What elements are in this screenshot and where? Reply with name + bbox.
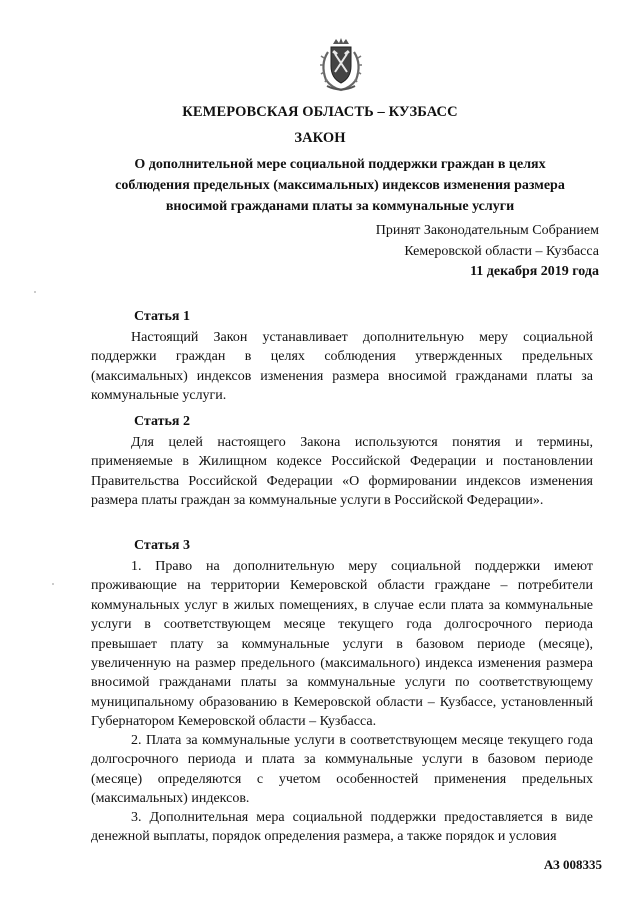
law-label: ЗАКОН <box>294 130 346 146</box>
adoption-line-1: Принят Законодательным Собранием <box>375 223 599 238</box>
article-2-heading: Статья 2 <box>134 414 190 429</box>
article-2-paragraph: Для целей настоящего Закона используются понятия и термины, применяемые в Жилищном кодексе Российской Федерации и постановлении Правительства Российской Федерации «О формировании индексов изменения размера платы граждан за коммунальные услуги в Российской Федерации». <box>91 435 593 509</box>
region-heading: КЕМЕРОВСКАЯ ОБЛАСТЬ – КУЗБАСС <box>182 104 458 120</box>
law-title: О дополнительной мере социальной поддержки граждан в целях соблюдения предельных (максимальных) индексов изменения размера вносимой гражданами платы за коммунальные услуги <box>115 157 565 214</box>
adoption-block <box>376 221 599 283</box>
article-3-paragraph-2: 2. Плата за коммунальные услуги в соответствующем месяце текущего года долгосрочного периода и плата за коммунальные услуги в базовом периоде (месяце) определяются с учетом особенностей применения предельных (максимальных) индексов. <box>91 733 593 807</box>
article-1-paragraph: Настоящий Закон устанавливает дополнительную меру социальной поддержки граждан в целях соблюдения утвержденных предельных (максимальных) индексов изменения размера вносимой гражданами платы за коммунальные услуги. <box>91 330 593 404</box>
article-3-paragraph-1: 1. Право на дополнительную меру социальной поддержки имеют проживающие на территории Кемеровской области граждане – потребители коммунальных услуг в жилых помещениях, в случае если плата за коммунальные услуги в соответствующем месяце текущего года долгосрочного периода превышает плату за коммунальные услуги в базовом периоде (месяце), увеличенную на размер предельного (максимального) индекса изменения размера вносимой гражданами платы за коммунальные услуги по соответствующему муниципальному образованию в Кемеровской области – Кузбассе, установленный Губернатором Кемеровской области – Кузбасса. <box>91 559 593 730</box>
adoption-line-2: Кемеровской области – Кузбасса <box>404 243 599 259</box>
article-3-paragraph-3: 3. Дополнительная мера социальной поддержки предоставляется в виде денежной выплаты, порядок определения размера, а также порядок и условия <box>91 810 593 845</box>
serial-number: АЗ 008335 <box>543 857 602 872</box>
coat-of-arms-emblem <box>318 38 364 92</box>
article-3-heading: Статья 3 <box>134 538 190 553</box>
article-1-heading: Статья 1 <box>134 309 190 324</box>
scan-speck <box>52 583 54 585</box>
scan-speck <box>34 291 36 293</box>
adoption-date: 11 декабря 2019 года <box>470 264 599 279</box>
